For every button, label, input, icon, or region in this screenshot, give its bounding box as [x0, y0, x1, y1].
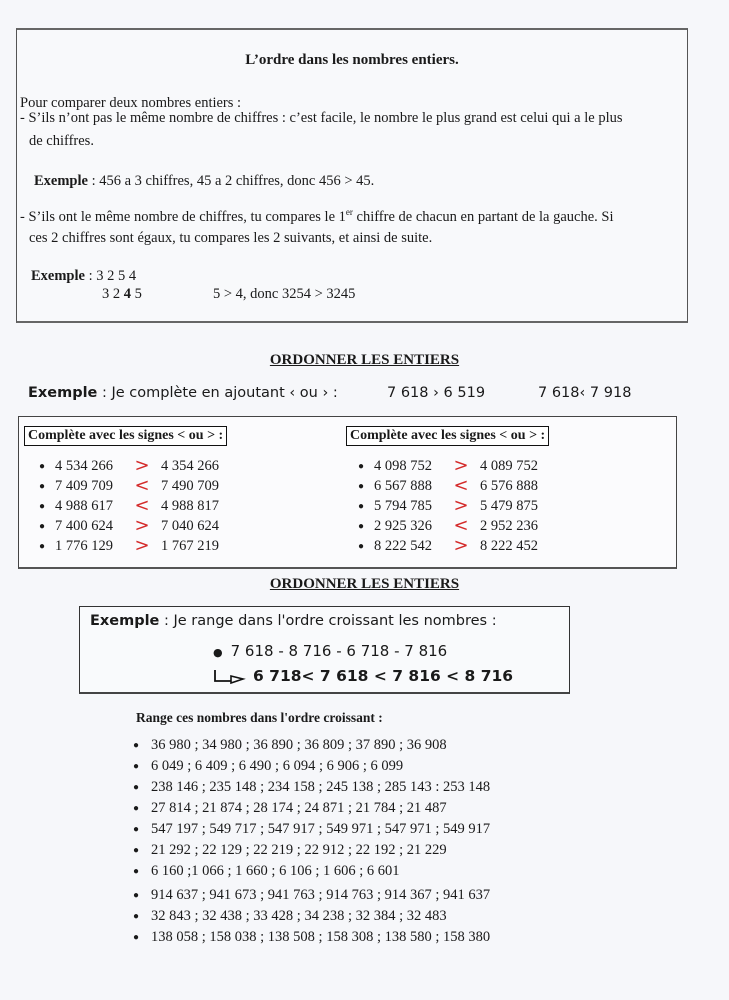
comparison-sign: <: [453, 515, 469, 536]
number-b: 4 988 817: [161, 497, 219, 514]
number-b: 7 040 624: [161, 517, 219, 534]
bullet-icon: ●: [358, 520, 365, 532]
compare-row: [358, 496, 554, 516]
left-compare-list: [39, 456, 235, 556]
bullet-icon: ●: [133, 803, 140, 814]
right-arrow-icon: [213, 669, 247, 685]
number-a: 7 400 624: [55, 517, 113, 534]
number-a: 5 794 785: [374, 497, 432, 514]
bullet-icon: ●: [39, 540, 46, 552]
number-b: 2 952 236: [480, 517, 538, 534]
exercise-numbers: 21 292 ; 22 129 ; 22 219 ; 22 912 ; 22 192 ; 21 229: [151, 842, 447, 858]
right-exercise-heading: Complète avec les signes < ou > :: [346, 426, 549, 446]
exercise-numbers: 238 146 ; 235 148 ; 234 158 ; 245 138 ; 285 143 : 253 148: [151, 779, 491, 795]
comparison-sign: <: [134, 475, 150, 496]
number-a: 8 222 542: [374, 537, 432, 554]
number-a: 2 925 326: [374, 517, 432, 534]
left-exercise-heading: Complète avec les signes < ou > :: [24, 426, 227, 446]
compare-exercise-box: [18, 416, 677, 569]
rule-2-text-b: chiffre de chacun en partant de la gauche. Si: [352, 208, 614, 225]
bullet-icon: ●: [133, 890, 140, 901]
section-1-example-text: : Je complète en ajoutant ‹ ou › :: [97, 385, 338, 401]
comparison-sign: >: [453, 495, 469, 516]
number-b: 4 354 266: [161, 457, 219, 474]
exercise-numbers: 6 160 ;1 066 ; 1 660 ; 6 106 ; 1 606 ; 6 601: [151, 863, 400, 879]
comparison-sign: <: [453, 475, 469, 496]
lesson-intro: Pour comparer deux nombres entiers :: [20, 95, 242, 111]
example-2-number-2-bold-digit: 4: [123, 286, 131, 302]
example-2-conclusion: 5 > 4, donc 3254 > 3245: [213, 286, 356, 302]
exercise-numbers: 27 814 ; 21 874 ; 28 174 ; 24 871 ; 21 784 ; 21 487: [151, 800, 447, 816]
exercise-row: [133, 819, 490, 840]
rule-2-line-2: ces 2 chiffres sont égaux, tu compares les 2 suivants, et ainsi de suite.: [29, 230, 433, 246]
bullet-icon: ●: [133, 866, 140, 877]
exercise-numbers: 138 058 ; 158 038 ; 138 508 ; 158 308 ; 138 580 ; 158 380: [151, 929, 491, 945]
comparison-sign: >: [134, 455, 150, 476]
compare-row: [39, 496, 235, 516]
bullet-icon: ●: [213, 646, 223, 659]
bullet-icon: ●: [358, 480, 365, 492]
compare-row: [358, 476, 554, 496]
compare-row: [358, 456, 554, 476]
example-result: [213, 667, 513, 685]
section-2-example: [90, 613, 497, 629]
comparison-sign: <: [134, 495, 150, 516]
exercise-numbers: 36 980 ; 34 980 ; 36 890 ; 36 809 ; 37 890 ; 36 908: [151, 737, 447, 753]
number-b: 5 479 875: [480, 497, 538, 514]
lesson-title: L’ordre dans les nombres entiers.: [245, 52, 459, 68]
section-2-example-text: : Je range dans l'ordre croissant les nombres :: [159, 613, 497, 629]
example-label: Exemple: [31, 268, 85, 284]
ordering-example-box: [79, 606, 570, 694]
right-compare-list: [358, 456, 554, 556]
number-a: 4 534 266: [55, 457, 113, 474]
example-label: Exemple: [28, 385, 98, 401]
example-1-text: : 456 a 3 chiffres, 45 a 2 chiffres, donc 456 > 45.: [87, 173, 375, 189]
bullet-icon: ●: [39, 520, 46, 532]
number-b: 8 222 452: [480, 537, 538, 554]
bullet-icon: ●: [358, 500, 365, 512]
exercise-numbers: 547 197 ; 549 717 ; 547 917 ; 549 971 ; 547 971 ; 549 917: [151, 821, 491, 837]
bullet-icon: ●: [133, 845, 140, 856]
exercise-row: [133, 885, 490, 906]
compare-row: [39, 516, 235, 536]
bullet-icon: ●: [133, 782, 140, 793]
rule-2-superscript: er: [345, 207, 353, 217]
example-2-colon: :: [84, 268, 97, 284]
bullet-icon: ●: [133, 911, 140, 922]
comparison-sign: >: [134, 515, 150, 536]
bullet-icon: ●: [133, 761, 140, 772]
ordering-exercise-list: [133, 735, 490, 948]
exercise-row: [133, 798, 490, 819]
exercise-numbers: 914 637 ; 941 673 ; 941 763 ; 914 763 ; 914 367 ; 941 637: [151, 887, 491, 903]
bullet-icon: ●: [133, 932, 140, 943]
rule-2-line-1: [20, 207, 614, 226]
number-b: 6 576 888: [480, 477, 538, 494]
rule-2-text-a: - S’ils ont le même nombre de chiffres, tu compares le 1: [20, 208, 346, 225]
bullet-icon: ●: [39, 480, 46, 492]
example-2-number-1: 3 2 5 4: [96, 268, 137, 284]
example-1: [34, 173, 374, 190]
number-a: 4 098 752: [374, 457, 432, 474]
exercise-row: [133, 840, 490, 861]
number-a: 6 567 888: [374, 477, 432, 494]
example-numbers: [213, 642, 447, 660]
exercise-numbers: 32 843 ; 32 438 ; 33 428 ; 34 238 ; 32 384 ; 32 483: [151, 908, 447, 924]
example-result-text: 6 718< 7 618 < 7 816 < 8 716: [253, 667, 514, 685]
exercise-numbers: 6 049 ; 6 409 ; 6 490 ; 6 094 ; 6 906 ; 6 099: [151, 758, 404, 774]
compare-row: [358, 536, 554, 556]
example-2-line-1: [31, 268, 136, 285]
comparison-sign: >: [134, 535, 150, 556]
example-2-number-2: [102, 286, 142, 303]
exercise-title: Range ces nombres dans l'ordre croissant :: [136, 710, 383, 725]
number-a: 4 988 617: [55, 497, 113, 514]
bullet-icon: ●: [133, 824, 140, 835]
number-b: 4 089 752: [480, 457, 538, 474]
section-2-title: ORDONNER LES ENTIERS: [269, 576, 460, 592]
example-2-number-2-a: 3 2: [102, 286, 124, 302]
example-numbers-text: 7 618 - 8 716 - 6 718 - 7 816: [230, 642, 448, 660]
compare-row: [39, 536, 235, 556]
section-1-example: [28, 385, 338, 401]
exercise-row: [133, 927, 490, 948]
comparison-sign: >: [453, 535, 469, 556]
bullet-icon: ●: [358, 460, 365, 472]
compare-row: [39, 456, 235, 476]
rule-1-line-1: - S’ils n’ont pas le même nombre de chiffres : c’est facile, le nombre le plus grand est celui qui a le plus: [20, 110, 623, 126]
compare-row: [358, 516, 554, 536]
number-a: 1 776 129: [55, 537, 113, 554]
section-1-example-a: 7 618 › 6 519: [387, 385, 486, 401]
number-b: 1 767 219: [161, 537, 219, 554]
example-2-number-2-b: 5: [131, 286, 142, 302]
bullet-icon: ●: [39, 500, 46, 512]
exercise-row: [133, 756, 490, 777]
number-a: 7 409 709: [55, 477, 113, 494]
comparison-sign: >: [453, 455, 469, 476]
exercise-row: [133, 861, 490, 882]
example-label: Exemple: [34, 173, 88, 189]
lesson-box: [16, 28, 688, 323]
bullet-icon: ●: [39, 460, 46, 472]
exercise-row: [133, 777, 490, 798]
example-label: Exemple: [90, 613, 160, 629]
bullet-icon: ●: [133, 740, 140, 751]
section-1-title: ORDONNER LES ENTIERS: [269, 352, 460, 368]
compare-row: [39, 476, 235, 496]
bullet-icon: ●: [358, 540, 365, 552]
rule-1-line-2: de chiffres.: [29, 133, 94, 149]
section-1-example-b: 7 618‹ 7 918: [538, 385, 632, 401]
number-b: 7 490 709: [161, 477, 219, 494]
exercise-row: [133, 735, 490, 756]
exercise-row: [133, 906, 490, 927]
